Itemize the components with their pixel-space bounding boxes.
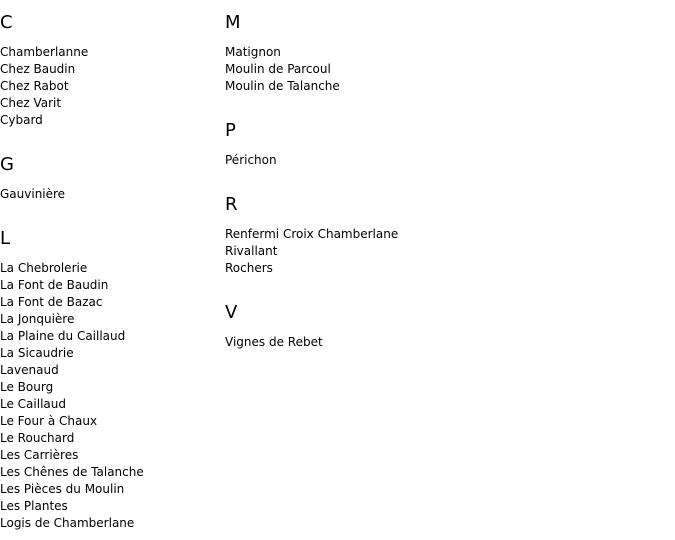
place-list — [0, 44, 88, 129]
place-list — [225, 44, 340, 95]
list-item[interactable]: Cybard — [0, 113, 43, 127]
list-item[interactable]: Périchon — [225, 153, 277, 167]
letter-heading: C — [0, 12, 13, 33]
letter-heading: G — [0, 154, 14, 175]
list-item[interactable]: Moulin de Talanche — [225, 79, 340, 93]
list-item[interactable]: Chez Rabot — [0, 79, 69, 93]
list-item[interactable]: La Font de Bazac — [0, 295, 103, 309]
letter-heading: P — [225, 120, 236, 141]
place-list — [225, 152, 277, 169]
list-item[interactable]: Rochers — [225, 261, 273, 275]
list-item[interactable]: Les Pièces du Moulin — [0, 482, 125, 496]
list-item[interactable]: Le Bourg — [0, 380, 54, 394]
list-item[interactable]: Logis de Chamberlane — [0, 516, 135, 530]
list-item[interactable]: Chez Baudin — [0, 62, 76, 76]
letter-heading: M — [225, 12, 241, 33]
letter-group-g — [0, 154, 65, 203]
letter-group-c — [0, 12, 88, 129]
list-item[interactable]: Les Carrières — [0, 448, 79, 462]
letter-heading: V — [225, 302, 238, 323]
letter-group-p — [225, 120, 277, 169]
place-list — [0, 260, 144, 532]
list-item[interactable]: Moulin de Parcoul — [225, 62, 331, 76]
list-item[interactable]: Gauvinière — [0, 187, 66, 201]
place-list — [0, 186, 65, 203]
list-item[interactable]: Le Rouchard — [0, 431, 75, 445]
list-item[interactable]: Le Caillaud — [0, 397, 66, 411]
list-item[interactable]: Renfermi Croix Chamberlane — [225, 227, 399, 241]
list-item[interactable]: Rivallant — [225, 244, 278, 258]
place-list — [225, 334, 323, 351]
list-item[interactable]: Matignon — [225, 45, 281, 59]
letter-group-m — [225, 12, 340, 95]
letter-group-l — [0, 228, 144, 532]
list-item[interactable]: Vignes de Rebet — [225, 335, 323, 349]
list-item[interactable]: Lavenaud — [0, 363, 59, 377]
letter-heading: R — [225, 194, 238, 215]
list-item[interactable]: Les Plantes — [0, 499, 68, 513]
list-item[interactable]: Le Four à Chaux — [0, 414, 98, 428]
list-item[interactable]: Chamberlanne — [0, 45, 89, 59]
letter-group-r — [225, 194, 398, 277]
list-item[interactable]: Chez Varit — [0, 96, 62, 110]
letter-heading: L — [0, 228, 11, 249]
place-list — [225, 226, 398, 277]
list-item[interactable]: La Chebrolerie — [0, 261, 88, 275]
list-item[interactable]: La Font de Baudin — [0, 278, 109, 292]
list-item[interactable]: La Sicaudrie — [0, 346, 74, 360]
list-item[interactable]: La Plaine du Caillaud — [0, 329, 126, 343]
letter-group-v — [225, 302, 323, 351]
list-item[interactable]: La Jonquière — [0, 312, 75, 326]
list-item[interactable]: Les Chênes de Talanche — [0, 465, 144, 479]
